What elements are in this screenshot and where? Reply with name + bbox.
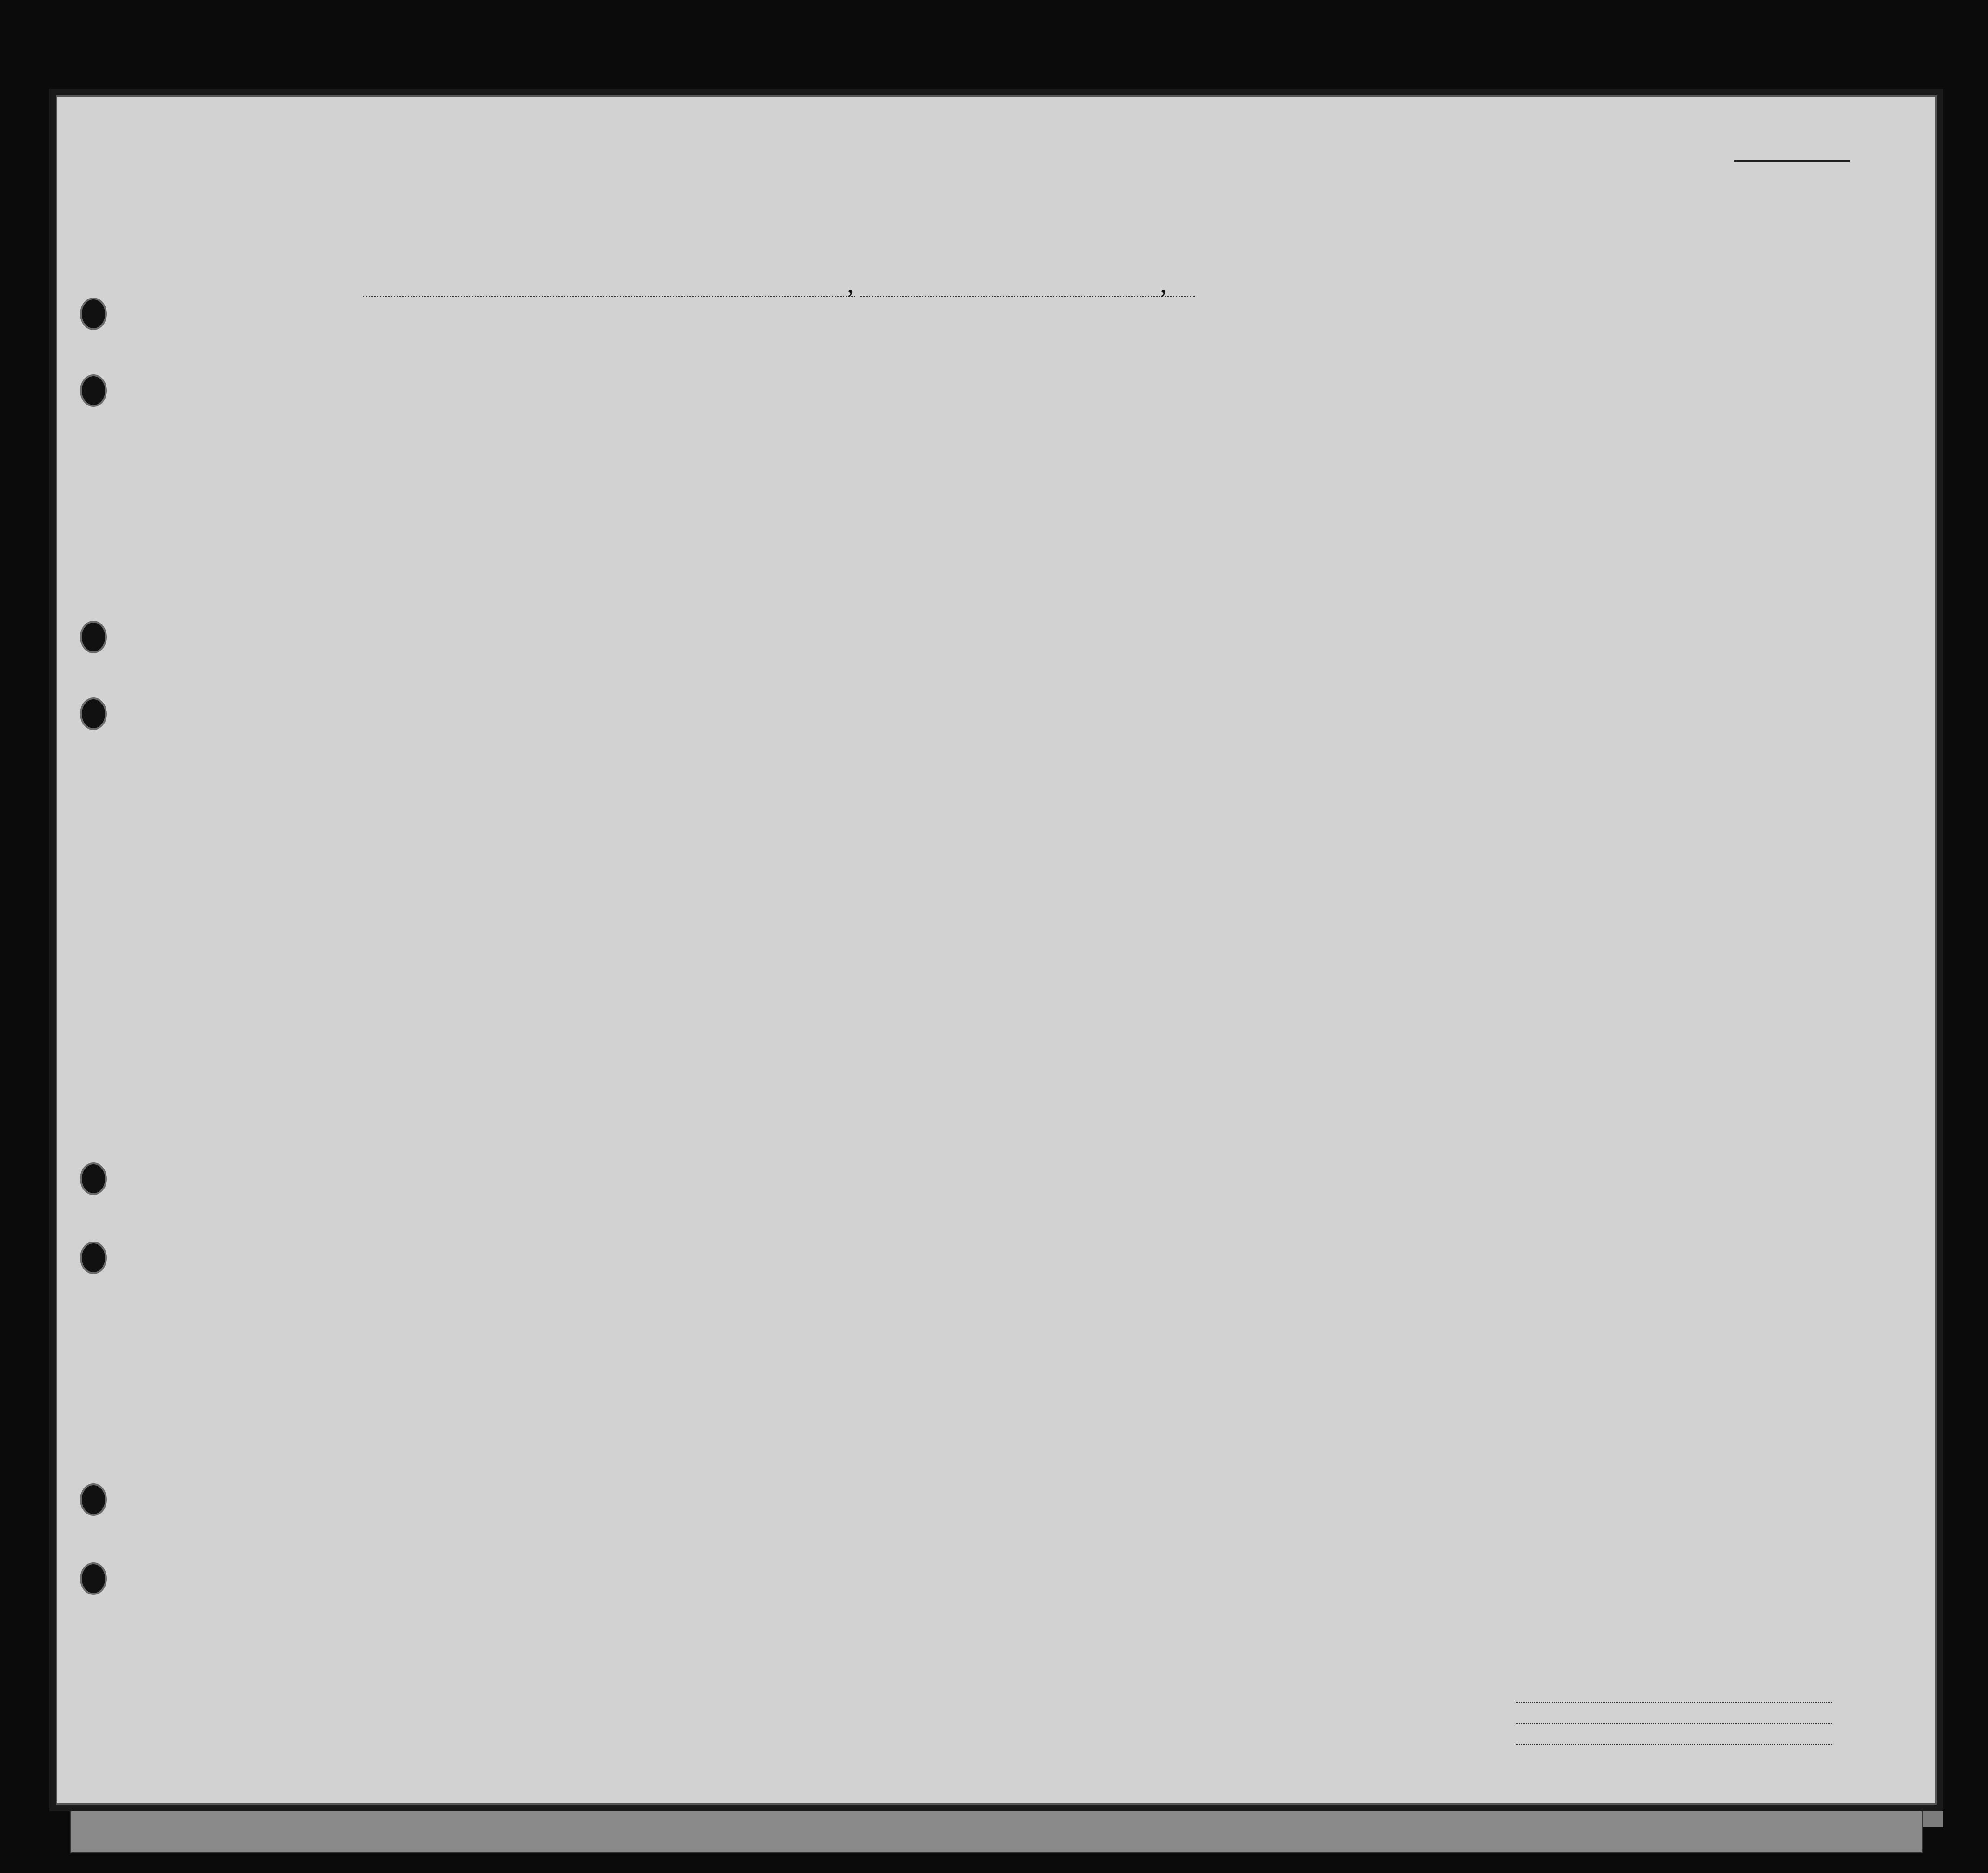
col29-heading bbox=[1392, 358, 1427, 479]
binding-hole bbox=[80, 374, 107, 407]
col27-heading bbox=[1316, 358, 1334, 479]
col19-heading bbox=[579, 358, 605, 479]
binding-hole bbox=[80, 1242, 107, 1274]
col24b-heading bbox=[1186, 381, 1213, 479]
agents-rule bbox=[1516, 1744, 1832, 1745]
col28-heading bbox=[1339, 358, 1385, 479]
owners-rule bbox=[1516, 1723, 1832, 1724]
binding-hole bbox=[80, 298, 107, 330]
binding-hole bbox=[80, 1483, 107, 1516]
port-field bbox=[363, 269, 855, 297]
binding-hole bbox=[80, 1162, 107, 1195]
binding-hole bbox=[80, 1562, 107, 1595]
col26-heading bbox=[1290, 358, 1309, 479]
col21-heading bbox=[697, 358, 723, 479]
binding-hole bbox=[80, 697, 107, 730]
col24c-heading bbox=[1216, 381, 1244, 479]
col31-heading bbox=[1453, 358, 1472, 479]
col34-inches bbox=[1611, 416, 1630, 477]
comma: , bbox=[1160, 268, 1167, 299]
col30-heading bbox=[1430, 358, 1449, 479]
manifest-sheet bbox=[56, 95, 1937, 1805]
col34-feet bbox=[1591, 416, 1610, 477]
col24a-heading bbox=[1139, 381, 1181, 479]
date-field bbox=[860, 263, 1195, 297]
comma: , bbox=[847, 268, 854, 299]
list-line bbox=[1734, 160, 1850, 162]
col25-heading bbox=[1248, 358, 1284, 479]
line-rule bbox=[1516, 1702, 1832, 1703]
binding-hole bbox=[80, 621, 107, 653]
